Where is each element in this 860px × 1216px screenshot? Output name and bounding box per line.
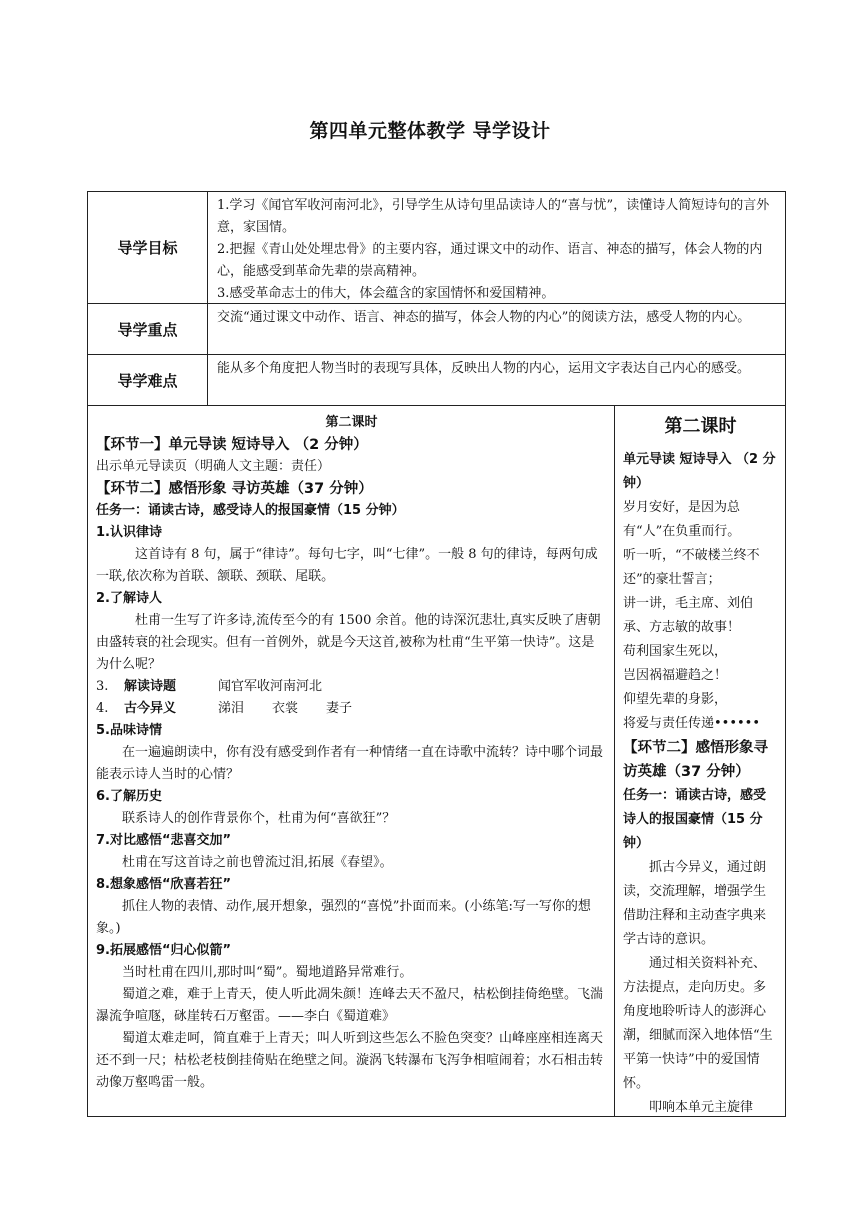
notes-poem-line: 将爱与责任传递•••••• <box>623 716 761 731</box>
goals-label: 导学目标 <box>88 192 208 303</box>
link2-heading: 【环节二】感悟形象 寻访英雄（37 分钟） <box>96 481 373 497</box>
session-title: 第二课时 <box>325 415 378 430</box>
step6-title: 6.了解历史 <box>96 789 162 804</box>
step4-word: 涕泪 <box>218 701 245 716</box>
step4 <box>96 698 607 720</box>
difficulty-label: 导学难点 <box>88 355 208 405</box>
step8-title: 8.想象感悟“欣喜若狂” <box>96 877 232 892</box>
keypoint-row <box>88 304 785 355</box>
notes-para-3: 叩响本单元主旋律 <box>649 1100 754 1115</box>
step7-title: 7.对比感悟“悲喜交加” <box>96 833 232 848</box>
step9-title: 9.拓展感悟“归心似箭” <box>96 943 232 958</box>
notes-task1: 任务一：诵读古诗，感受诗人的报国豪情（15 分钟） <box>623 788 767 851</box>
step9-text3: 蜀道太难走呵，简直难于上青天；叫人听到这些怎么不脸色突变？山峰座座相连离天还不到一尺；枯松老枝倒挂倚贴在绝壁之间。漩涡飞转瀑布飞泻争相喧闹着；水石相击转动像万壑鸣雷一般。 <box>96 1031 604 1090</box>
difficulty-content <box>208 355 785 405</box>
step4-word: 妻子 <box>326 701 353 716</box>
notes-link2: 【环节二】感悟形象寻访英雄（37 分钟） <box>623 740 768 780</box>
difficulty-text: 能从多个角度把人物当时的表现写具体，反映出人物的内心，运用文字表达自己内心的感受。 <box>217 361 751 376</box>
step5-title: 5.品味诗情 <box>96 723 162 738</box>
link1-heading: 【环节一】单元导读 短诗导入 （2 分钟） <box>96 437 368 453</box>
notes-poem-line: 苟利国家生死以， <box>623 644 728 659</box>
notes-poem-line: 听一听，“不破楼兰终不还”的豪壮誓言； <box>623 548 760 587</box>
notes-para-1: 抓古今异义，通过朗读，交流理解，增强学生借助注释和主动查字典来学古诗的意识。 <box>623 860 767 947</box>
step3-value: 闻官军收河南河北 <box>218 679 323 694</box>
step2-text: 杜甫一生写了许多诗,流传至今的有 1500 余首。他的诗深沉悲壮,真实反映了唐朝由盛转衰的社会现实。但有一首例外，就是今天这首,被称为杜甫“生平第一快诗”。这是为什么呢？ <box>96 613 601 672</box>
step5-text: 在一遍遍朗读中，你有没有感受到作者有一种情绪一直在诗歌中流转？诗中哪个词最能表示诗人当时的心情？ <box>96 745 604 782</box>
lesson-table <box>87 191 786 1117</box>
step9-text1: 当时杜甫在四川,那时叫“蜀”。蜀地道路异常难行。 <box>122 965 413 980</box>
page-title: 第四单元整体教学 导学设计 <box>309 120 551 142</box>
notes-para-2: 通过相关资料补充、方法提点，走向历史。多角度地聆听诗人的澎湃心潮，细腻而深入地体悟“生平第一快诗”中的爱国情怀。 <box>623 956 773 1091</box>
notes-poem-line: 讲一讲，毛主席、刘伯承、方志敏的故事！ <box>623 596 754 635</box>
goals-row <box>88 192 785 304</box>
step2-title: 2.了解诗人 <box>96 591 162 606</box>
difficulty-row <box>88 355 785 406</box>
notes-link1: 单元导读 短诗导入 （2 分钟） <box>623 452 776 491</box>
step8-text: 抓住人物的表情、动作,展开想象，强烈的“喜悦”扑面而来。(小练笔:写一写你的想象。) <box>96 899 591 936</box>
step7-text: 杜甫在写这首诗之前也曾流过泪,拓展《春望》。 <box>122 855 393 870</box>
step1-text: 这首诗有 8 句，属于“律诗”。每句七字，叫“七律”。一般 8 句的律诗，每两句成一联,依次称为首联、颔联、颈联、尾联。 <box>96 547 598 584</box>
goals-content <box>208 192 785 303</box>
notes-session-title: 第二课时 <box>664 416 737 437</box>
keypoint-text: 交流“通过课文中动作、语言、神态的描写，体会人物的内心”的阅读方法，感受人物的内心。 <box>217 310 751 325</box>
step3-num: 3. <box>96 679 109 694</box>
notes-poem-line: 仰望先辈的身影， <box>623 692 728 707</box>
goal-2: 2.把握《青山处处埋忠骨》的主要内容，通过课文中的动作、语言、神态的描写，体会人物的内心，能感受到革命先辈的崇高精神。 <box>217 242 763 279</box>
step4-word: 衣裳 <box>272 701 299 716</box>
step1-title: 1.认识律诗 <box>96 525 162 540</box>
notes-poem-line: 岁月安好，是因为总有“人”在负重而行。 <box>623 500 741 539</box>
step6-text: 联系诗人的创作背景你个，杜甫为何“喜欲狂”？ <box>122 811 396 826</box>
lesson-steps-column <box>88 406 615 1116</box>
notes-poem-line: 岂因祸福避趋之！ <box>623 668 728 683</box>
step4-title: 古今异义 <box>124 701 177 716</box>
goal-3: 3.感受革命志士的伟大，体会蕴含的家国情怀和爱国精神。 <box>217 286 555 301</box>
keypoint-label: 导学重点 <box>88 304 208 354</box>
task1-heading: 任务一：诵读古诗，感受诗人的报国豪情（15 分钟） <box>96 503 405 518</box>
goal-1: 1.学习《闻官军收河南河北》，引导学生从诗句里品读诗人的“喜与忧”，读懂诗人简短诗句的言外意，家国情。 <box>217 198 770 235</box>
design-notes-column <box>615 406 785 1116</box>
step3-title: 解读诗题 <box>124 679 177 694</box>
link1-text: 出示单元导读页（明确人文主题：责任） <box>96 459 331 474</box>
keypoint-content <box>208 304 785 354</box>
step9-text2: 蜀道之难，难于上青天，使人听此凋朱颜！连峰去天不盈尺，枯松倒挂倚绝壁。飞湍瀑流争喧豗，砯崖转石万壑雷。——李白《蜀道难》 <box>96 987 604 1024</box>
session-row <box>88 406 785 1116</box>
step3 <box>96 676 607 698</box>
step4-num: 4. <box>96 701 109 716</box>
